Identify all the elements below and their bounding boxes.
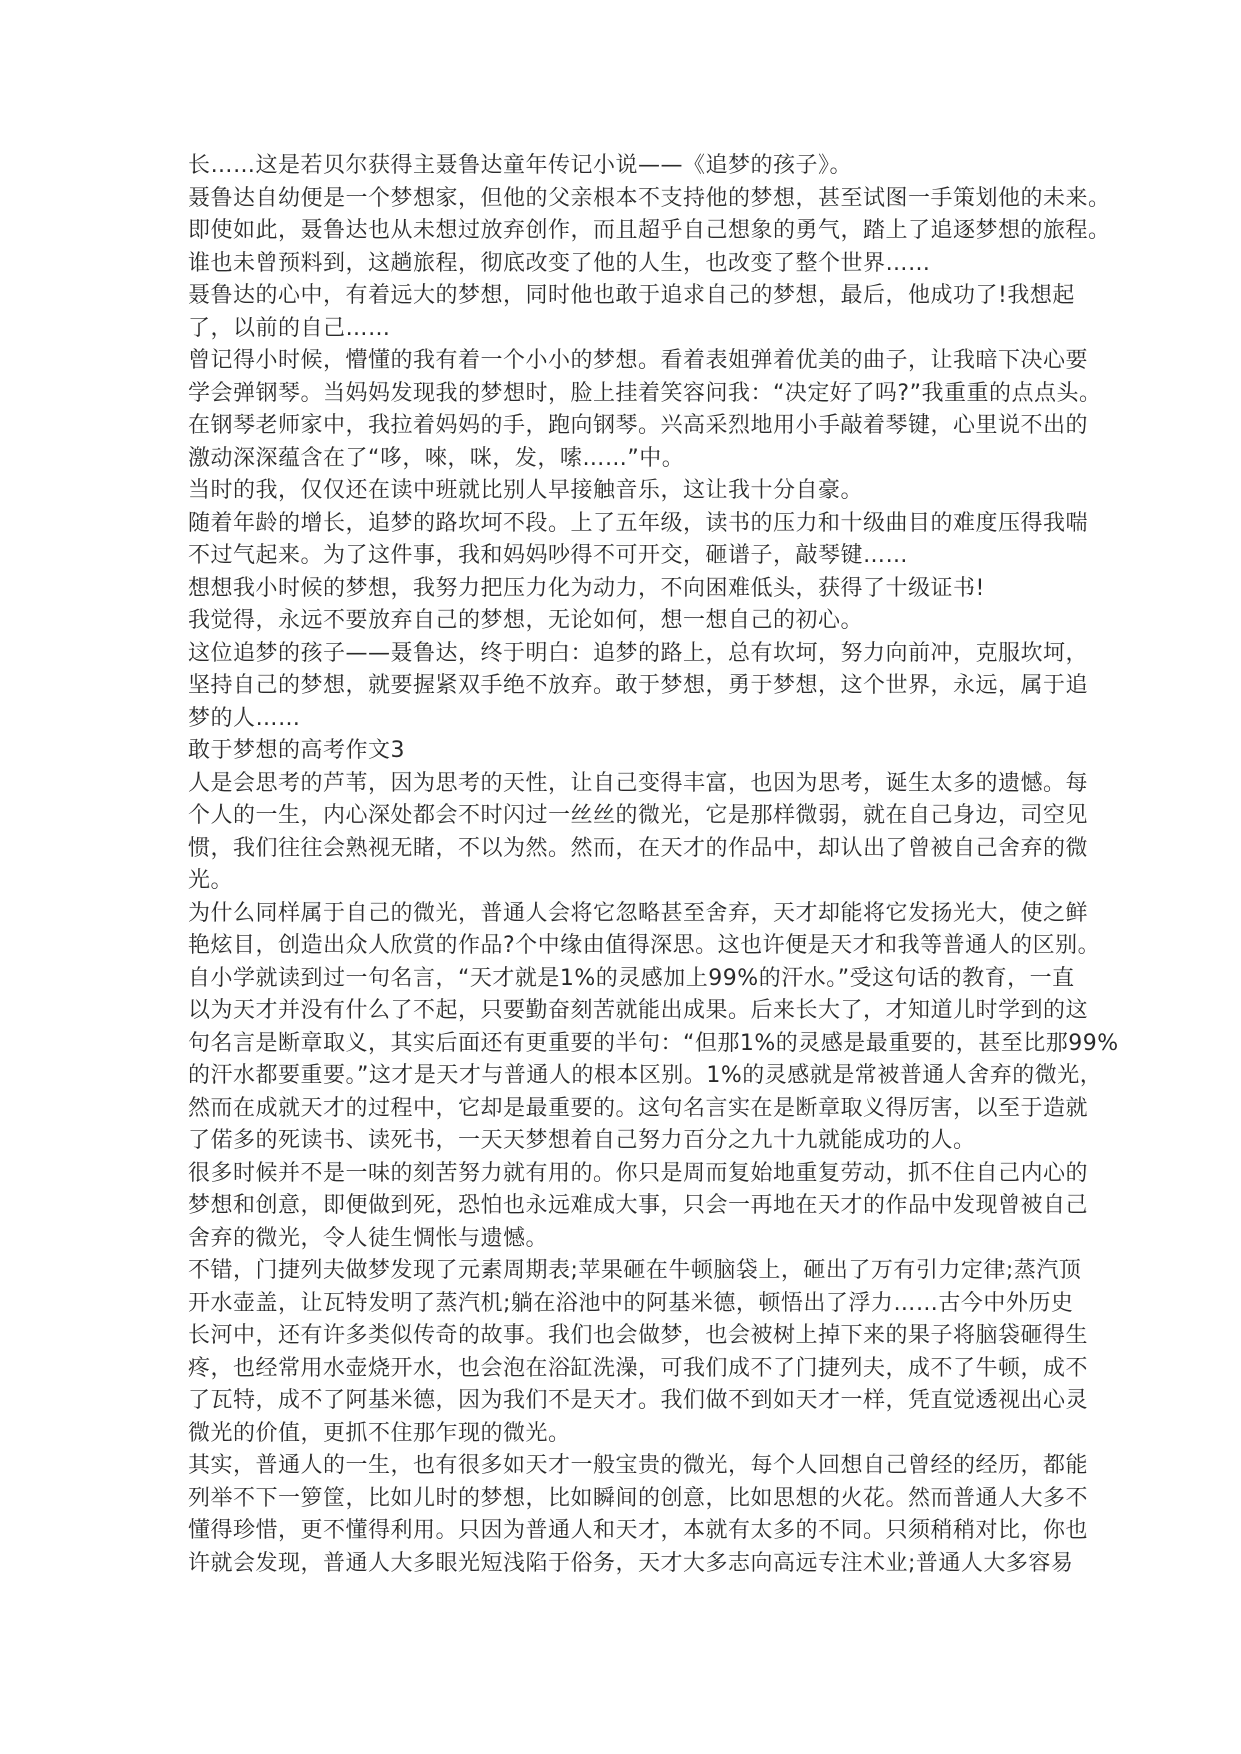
- text-line: 其实，普通人的一生，也有很多如天才一般宝贵的微光，每个人回想自己曾经的经历，都能: [188, 1453, 1089, 1478]
- text-line: 不错，门捷列夫做梦发现了元素周期表;苹果砸在牛顿脑袋上，砸出了万有引力定律;蒸汽顶: [188, 1258, 1082, 1283]
- text-line: 谁也未曾预料到，这趟旅程，彻底改变了他的人生，也改变了整个世界……: [188, 250, 931, 276]
- text-line: 坚持自己的梦想，就要握紧双手绝不放弃。敢于梦想，勇于梦想，这个世界，永远，属于追: [188, 673, 1089, 698]
- text-line: 开水壶盖，让瓦特发明了蒸汽机;躺在浴池中的阿基米德，顿悟出了浮力……古今中外历史: [188, 1290, 1074, 1316]
- section-heading: 敢于梦想的高考作文3: [188, 738, 405, 763]
- text-line: 懂得珍惜，更不懂得利用。只因为普通人和天才，本就有太多的不同。只须稍稍对比，你也: [188, 1518, 1089, 1543]
- text-line: 即使如此，聂鲁达也从未想过放弃创作，而且超乎自己想象的勇气，踏上了追逐梦想的旅程。: [188, 218, 1111, 243]
- text-line: 惯，我们往往会熟视无睹，不以为然。然而，在天才的作品中，却认出了曾被自己舍弃的微: [188, 835, 1089, 861]
- text-line: 列举不下一箩筐，比如儿时的梦想，比如瞬间的创意，比如思想的火花。然而普通人大多不: [188, 1485, 1089, 1511]
- text-line: 然而在成就天才的过程中，它却是最重要的。这句名言实在是断章取义得厉害，以至于造就: [188, 1095, 1089, 1121]
- text-line: 许就会发现，普通人大多眼光短浅陷于俗务，天才大多志向高远专注术业;普通人大多容易: [188, 1550, 1074, 1576]
- document-page: [188, 150, 1119, 1580]
- text-line: 人是会思考的芦苇，因为思考的天性，让自己变得丰富，也因为思考，诞生太多的遗憾。每: [188, 770, 1089, 796]
- text-line: 微光的价值，更抓不住那乍现的微光。: [188, 1420, 571, 1446]
- text-line: 句名言是断章取义，其实后面还有更重要的半句：“但那1%的灵感是最重要的，甚至比那99%: [188, 1030, 1119, 1056]
- text-line: 很多时候并不是一味的刻苦努力就有用的。你只是周而复始地重复劳动，抓不住自己内心的: [188, 1160, 1089, 1186]
- text-line: 了偌多的死读书、读死书，一天天梦想着自己努力百分之九十九就能成功的人。: [188, 1128, 976, 1153]
- text-line: 了瓦特，成不了阿基米德，因为我们不是天才。我们做不到如天才一样，凭直觉透视出心灵: [188, 1388, 1089, 1413]
- text-line: 长河中，还有许多类似传奇的故事。我们也会做梦，也会被树上掉下来的果子将脑袋砸得生: [188, 1323, 1089, 1348]
- text-line: 激动深深蕴含在了“哆，唻，咪，发，嗦……”中。: [188, 445, 685, 471]
- text-line: 艳炫目，创造出众人欣赏的作品?个中缘由值得深思。这也许便是天才和我等普通人的区别。: [188, 933, 1101, 958]
- text-line: 想想我小时候的梦想，我努力把压力化为动力，不向困难低头，获得了十级证书!: [188, 575, 985, 601]
- text-line: 随着年龄的增长，追梦的路坎坷不段。上了五年级，读书的压力和十级曲目的难度压得我喘: [188, 510, 1089, 536]
- text-line: 学会弹钢琴。当妈妈发现我的梦想时，脸上挂着笑容问我：“决定好了吗?”我重重的点点头。: [188, 380, 1102, 406]
- text-line: 我觉得，永远不要放弃自己的梦想，无论如何，想一想自己的初心。: [188, 608, 864, 633]
- text-line: 在钢琴老师家中，我拉着妈妈的手，跑向钢琴。兴高采烈地用小手敲着琴键，心里说不出的: [188, 413, 1089, 438]
- text-line: 聂鲁达的心中，有着远大的梦想，同时他也敢于追求自己的梦想，最后，他成功了!我想起: [188, 283, 1075, 308]
- text-line: 的汗水都要重要。”这才是天才与普通人的根本区别。1%的灵感就是常被普通人舍弃的微光，: [188, 1063, 1103, 1088]
- text-line: 梦的人……: [188, 705, 301, 731]
- text-line: 这位追梦的孩子——聂鲁达，终于明白：追梦的路上，总有坎坷，努力向前冲，克服坎坷，: [188, 640, 1089, 666]
- text-line: 光。: [188, 868, 234, 893]
- text-line: 曾记得小时候，懵懂的我有着一个小小的梦想。看着表姐弹着优美的曲子，让我暗下决心要: [188, 348, 1089, 373]
- text-line: 了，以前的自己……: [188, 315, 391, 341]
- text-line: 聂鲁达自幼便是一个梦想家，但他的父亲根本不支持他的梦想，甚至试图一手策划他的未来。: [188, 185, 1111, 211]
- text-line: 以为天才并没有什么了不起，只要勤奋刻苦就能出成果。后来长大了，才知道儿时学到的这: [188, 998, 1089, 1023]
- text-line: 自小学就读到过一句名言，“天才就是1%的灵感加上99%的汗水。”受这句话的教育，一直: [188, 965, 1075, 991]
- text-line: 梦想和创意，即便做到死，恐怕也永远难成大事，只会一再地在天才的作品中发现曾被自己: [188, 1193, 1089, 1218]
- text-line: 舍弃的微光，令人徒生惆怅与遗憾。: [188, 1225, 549, 1251]
- text-line: 当时的我，仅仅还在读中班就比别人早接触音乐，这让我十分自豪。: [188, 478, 864, 503]
- text-line: 疼，也经常用水壶烧开水，也会泡在浴缸洗澡，可我们成不了门捷列夫，成不了牛顿，成不: [188, 1355, 1089, 1381]
- text-line: 为什么同样属于自己的微光，普通人会将它忽略甚至舍弃，天才却能将它发扬光大，使之鲜: [188, 900, 1089, 926]
- text-line: 长……这是若贝尔获得主聂鲁达童年传记小说——《追梦的孩子》。: [188, 153, 853, 178]
- text-line: 不过气起来。为了这件事，我和妈妈吵得不可开交，砸谱子，敲琴键……: [188, 543, 909, 568]
- text-line: 个人的一生，内心深处都会不时闪过一丝丝的微光，它是那样微弱，就在自己身边，司空见: [188, 803, 1089, 828]
